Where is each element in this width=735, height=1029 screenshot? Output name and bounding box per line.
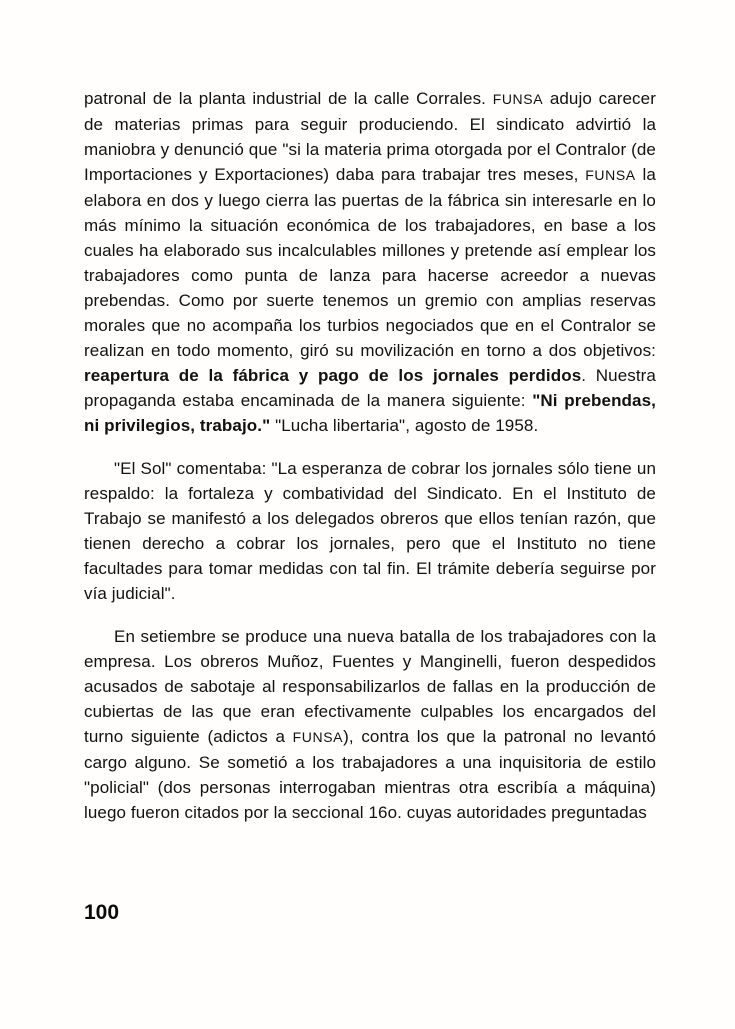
text-run-smallcaps: FUNSA [492, 91, 544, 107]
paragraph [84, 456, 656, 606]
text-run-normal: En setiembre se produce una nueva batalla de los trabajadores con la empresa. Los obreros Muñoz, Fuentes y Manginelli, fueron despedidos acusados de sabotaje al responsabilizarlos de fallas en la producción de cubiertas de las que eran efectivamente culpables los encargados del turno siguiente (adictos a [84, 627, 656, 746]
text-run-smallcaps: FUNSA [292, 729, 344, 745]
text-run-normal: "El Sol" comentaba: "La esperanza de cobrar los jornales sólo tiene un respaldo: la fortaleza y combatividad del Sindicato. En el Instituto de Trabajo se manifestó a los delegados obreros que ellos tenían razón, que tienen derecho a cobrar los jornales, pero que el Instituto no tiene facultades para tomar medidas con tal fin. El trámite debería seguirse por vía judicial". [84, 459, 656, 603]
paragraph [84, 624, 656, 825]
text-run-normal: patronal de la planta industrial de la calle Corrales. [84, 89, 493, 108]
text-run-normal: "Lucha libertaria", agosto de 1958. [270, 416, 539, 435]
text-run-smallcaps: FUNSA [585, 167, 636, 183]
text-run-bold: "Ni prebendas, ni privilegios, trabajo." [84, 391, 656, 435]
text-run-bold: reapertura de la fábrica y pago de los jornales perdidos [84, 366, 582, 385]
text-run-normal: adujo carecer de materias primas para seguir produciendo. El sindicato advirtió la maniobra y denunció que "si la materia prima otorgada por el Contralor (de Importaciones y Exportaciones) daba para trabajar tres meses, [84, 89, 656, 184]
text-run-normal: ), contra los que la patronal no levantó cargo alguno. Se sometió a los trabajadores a una inquisitoria de estilo "policial" (dos personas interrogaban mientras otra escribía a máquina) luego fueron citados por la seccional 16o. cuyas autoridades preguntadas [84, 727, 656, 822]
body-text [84, 86, 656, 843]
text-run-normal: la elabora en dos y luego cierra las puertas de la fábrica sin interesarle en lo más mínimo la situación económica de los trabajadores, en base a los cuales ha elaborado sus incalculables millones y pretende así emplear los trabajadores como punta de lanza para hacerse acreedor a nuevas prebendas. Como por suerte tenemos un gremio con amplias reservas morales que no acompaña los turbios negociados que en el Contralor se realizan en todo momento, giró su movilización en torno a dos objetivos: [84, 165, 656, 360]
paragraph [84, 86, 656, 438]
text-run-normal: . Nuestra propaganda estaba encaminada de la manera siguiente: [84, 366, 656, 410]
page-number: 100 [84, 901, 120, 924]
